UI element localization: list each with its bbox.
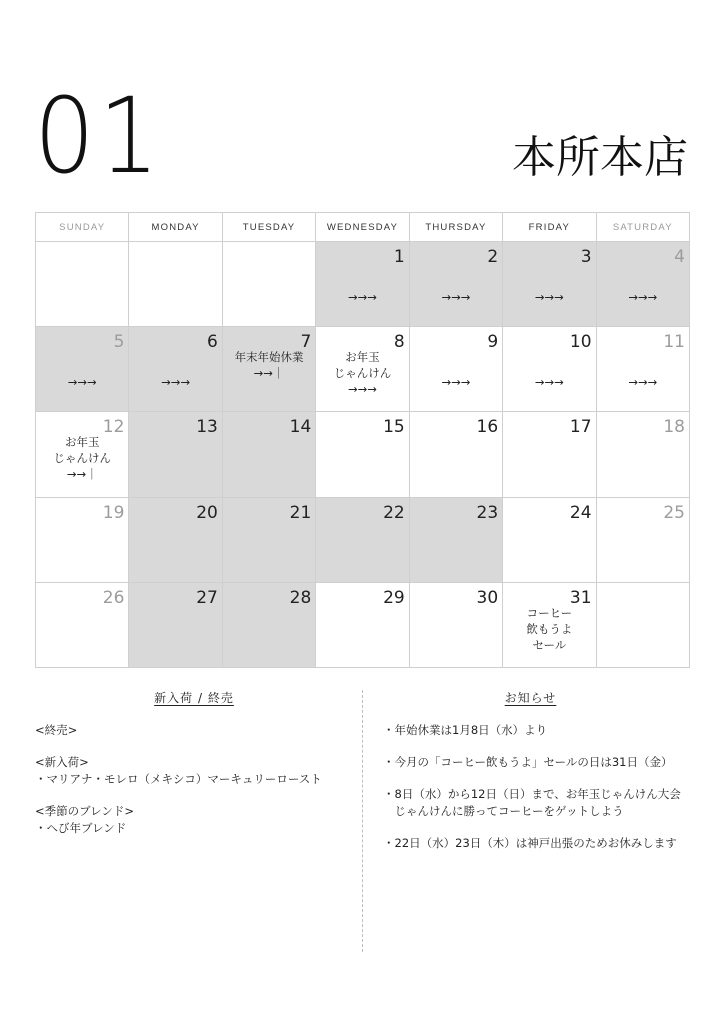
day-number: 10 — [569, 332, 592, 353]
day-cell-17 — [503, 412, 596, 497]
day-cell-1 — [316, 242, 409, 327]
day-header-wednesday: WEDNESDAY — [316, 213, 409, 242]
day-cell-21 — [223, 498, 316, 583]
day-note-line: →→→ — [441, 290, 471, 305]
day-notes — [597, 289, 689, 305]
day-number: 29 — [383, 587, 405, 608]
products-list — [35, 722, 355, 837]
day-cell-25 — [597, 498, 690, 583]
day-cell-27 — [129, 583, 222, 668]
day-number: 12 — [102, 417, 125, 438]
spacer — [383, 739, 693, 754]
day-note-line: →→→ — [348, 290, 377, 305]
day-note-line: →→→ — [628, 375, 658, 390]
products-title: 新入荷 / 終売 — [154, 691, 234, 705]
notice-line: じゃんけんに勝ってコーヒーをゲットしよう — [383, 804, 624, 818]
day-note-line: →→→ — [67, 375, 97, 390]
day-note-line: →→→ — [628, 290, 658, 305]
day-cell-13 — [129, 412, 222, 497]
day-number: 6 — [207, 332, 218, 353]
day-number: 28 — [289, 587, 312, 608]
day-number: 14 — [289, 417, 312, 438]
empty-day-cell — [36, 242, 129, 327]
day-header-monday: MONDAY — [129, 213, 222, 242]
day-cell-11 — [597, 327, 690, 412]
product-line: ・へび年ブレンド — [35, 821, 127, 835]
calendar-grid — [35, 212, 690, 668]
day-cell-26 — [36, 583, 129, 668]
day-cell-28 — [223, 583, 316, 668]
day-notes — [36, 434, 128, 482]
day-number: 26 — [102, 587, 125, 608]
day-number: 11 — [663, 332, 685, 353]
day-note-line: →→→ — [348, 382, 377, 397]
day-number: 13 — [196, 417, 218, 438]
day-number: 24 — [569, 502, 592, 523]
day-cell-15 — [316, 412, 409, 497]
day-note-line: 年末年始休業 — [234, 350, 304, 365]
day-notes — [223, 349, 315, 381]
spacer — [383, 820, 693, 835]
day-number: 16 — [476, 417, 499, 438]
notices-section — [383, 688, 693, 953]
day-cell-30 — [410, 583, 503, 668]
day-number: 7 — [300, 332, 312, 353]
day-number: 17 — [569, 417, 592, 438]
notice-line: ・今月の「コーヒー飲もうよ」セールの日は31日（金） — [383, 755, 673, 769]
product-line: <終売> — [35, 723, 78, 737]
day-notes — [129, 374, 221, 390]
day-notes — [316, 349, 408, 397]
day-number: 8 — [393, 332, 405, 353]
product-line: ・マリアナ・モレロ（メキシコ）マーキュリーロースト — [35, 772, 322, 786]
day-cell-23 — [410, 498, 503, 583]
empty-day-cell — [597, 583, 690, 668]
day-cell-22 — [316, 498, 409, 583]
month-number: 01 — [34, 75, 164, 197]
day-note-line: →→→ — [161, 375, 191, 390]
day-number: 4 — [674, 247, 685, 267]
day-note-line: お年玉 — [64, 435, 100, 450]
day-notes — [597, 374, 689, 390]
day-note-line: →→→ — [534, 290, 564, 305]
day-header-thursday: THURSDAY — [410, 213, 503, 242]
empty-day-cell — [129, 242, 222, 327]
notices-list — [383, 722, 693, 852]
day-note-line: じゃんけん — [53, 451, 111, 466]
day-note-line: お年玉 — [345, 350, 380, 365]
day-note-line: →→｜ — [253, 366, 285, 381]
spacer — [35, 788, 355, 803]
day-note-line: →→→ — [534, 375, 564, 390]
section-divider — [362, 690, 363, 952]
day-cell-10 — [503, 327, 596, 412]
day-cell-2 — [410, 242, 503, 327]
day-cell-31 — [503, 583, 596, 668]
day-notes — [503, 374, 595, 390]
notice-line: ・年始休業は1月8日（水）より — [383, 723, 548, 737]
day-cell-14 — [223, 412, 316, 497]
day-cell-5 — [36, 327, 129, 412]
day-cell-16 — [410, 412, 503, 497]
empty-day-cell — [223, 242, 316, 327]
day-number: 25 — [663, 502, 685, 523]
day-note-line: 飲もうよ — [526, 621, 573, 636]
day-notes — [503, 605, 595, 653]
products-section — [35, 688, 355, 953]
day-cell-8 — [316, 327, 409, 412]
day-header-saturday: SATURDAY — [597, 213, 690, 242]
day-number: 9 — [487, 332, 499, 353]
day-number: 21 — [289, 502, 312, 523]
day-note-line: じゃんけん — [333, 366, 392, 381]
day-cell-6 — [129, 327, 222, 412]
spacer — [35, 739, 355, 754]
day-note-line: →→｜ — [66, 467, 98, 482]
day-number: 2 — [487, 247, 499, 267]
notices-title: お知らせ — [504, 691, 557, 705]
notice-line: ・8日（水）から12日（日）まで、お年玉じゃんけん大会 — [383, 787, 681, 801]
day-cell-9 — [410, 327, 503, 412]
day-note-line: コーヒー — [526, 605, 573, 620]
spacer — [383, 771, 693, 786]
day-number: 30 — [476, 587, 499, 608]
day-cell-18 — [597, 412, 690, 497]
day-notes — [410, 289, 502, 305]
day-cell-12 — [36, 412, 129, 497]
day-note-line: セール — [532, 637, 567, 652]
day-header-sunday: SUNDAY — [36, 213, 129, 242]
product-line: <新入荷> — [35, 755, 89, 769]
store-name: 本所本店 — [512, 132, 688, 183]
day-number: 1 — [393, 247, 405, 267]
day-cell-29 — [316, 583, 409, 668]
day-cell-7 — [223, 327, 316, 412]
day-cell-3 — [503, 242, 596, 327]
day-header-friday: FRIDAY — [503, 213, 596, 242]
day-note-line: →→→ — [441, 375, 471, 390]
day-cell-24 — [503, 498, 596, 583]
day-number: 20 — [196, 502, 218, 523]
day-number: 3 — [580, 247, 592, 267]
day-number: 27 — [196, 587, 218, 608]
day-notes — [36, 374, 128, 390]
day-number: 23 — [476, 502, 499, 523]
day-number: 22 — [383, 502, 405, 523]
day-number: 15 — [383, 417, 405, 438]
product-line: <季節のブレンド> — [35, 804, 135, 818]
day-cell-20 — [129, 498, 222, 583]
day-cell-19 — [36, 498, 129, 583]
day-notes — [316, 289, 408, 305]
day-cell-4 — [597, 242, 690, 327]
day-notes — [503, 289, 595, 305]
day-notes — [410, 374, 502, 390]
day-number: 18 — [663, 417, 685, 438]
day-header-tuesday: TUESDAY — [223, 213, 316, 242]
day-number: 19 — [102, 502, 125, 523]
notice-line: ・22日（水）23日（木）は神戸出張のためお休みします — [383, 836, 677, 850]
day-number: 31 — [569, 587, 592, 608]
day-number: 5 — [113, 332, 125, 353]
